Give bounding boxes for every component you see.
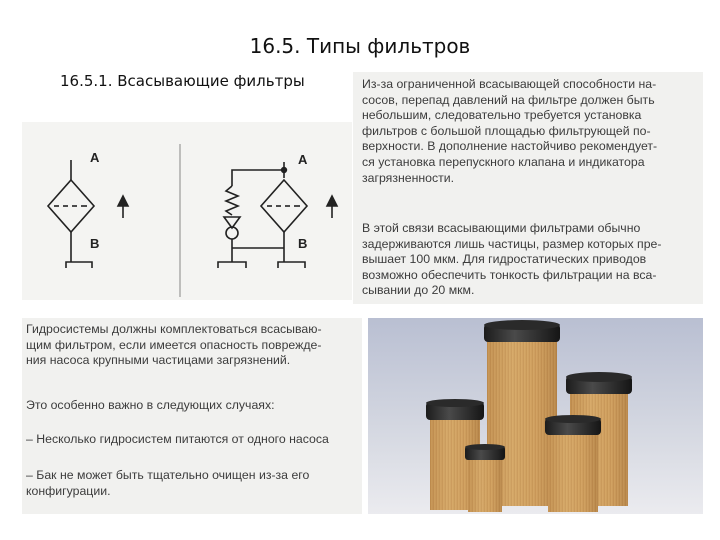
filters-photo — [368, 318, 703, 514]
page-title: 16.5. Типы фильтров — [249, 34, 471, 58]
description-bottom — [22, 318, 362, 514]
paragraph-particle-size: В этой связи всасывающими фильтрами обычно задерживаются лишь частицы, размер которых пре- вышает 100 мкм. Для гидростатических приводов возможно обеспечить тонкость фильтрации на вса- сывании до 20 мкм. — [362, 221, 662, 298]
description-top — [353, 72, 703, 304]
filter-cartridge — [465, 444, 505, 512]
section-subtitle: 16.5.1. Всасывающие фильтры — [60, 72, 305, 90]
hydraulic-symbols — [22, 122, 352, 300]
port-label-a: A — [90, 150, 100, 165]
paragraph-important-cases: Это особенно важно в следующих случаях: — [26, 398, 275, 412]
paragraph-pressure-drop: Из-за ограниченной всасывающей способности на- сосов, перепад давлений на фильтре должен быть небольшим, следовательно требуется установка фильтров с большой площадью фильтрующей по- верхности. В дополнение настойчиво рекомендует- ся установка перепускного клапана и индикатора загрязненности. — [362, 77, 658, 185]
filter-symbol-diagram — [22, 122, 352, 300]
port-label-b: B — [298, 236, 308, 251]
port-label-b: B — [90, 236, 100, 251]
list-item: – Несколько гидросистем питаются от одного насоса — [26, 432, 329, 446]
flow-arrow-icon — [118, 196, 128, 218]
list-item: – Бак не может быть тщательно очищен из-за его конфигурации. — [26, 468, 310, 498]
filter-cartridges-image — [368, 318, 703, 514]
port-label-a: A — [298, 152, 308, 167]
filter-cartridge — [545, 415, 601, 512]
suction-filter-symbol — [48, 160, 94, 268]
filter-with-bypass-symbol — [218, 162, 307, 268]
flow-arrow-icon — [327, 196, 337, 218]
junction-dot — [282, 168, 287, 173]
paragraph-requirement: Гидросистемы должны комплектоваться всасываю- щим фильтром, если имеется опасность поврежде- ния насоса крупными частицами загрязнений. — [26, 322, 322, 368]
